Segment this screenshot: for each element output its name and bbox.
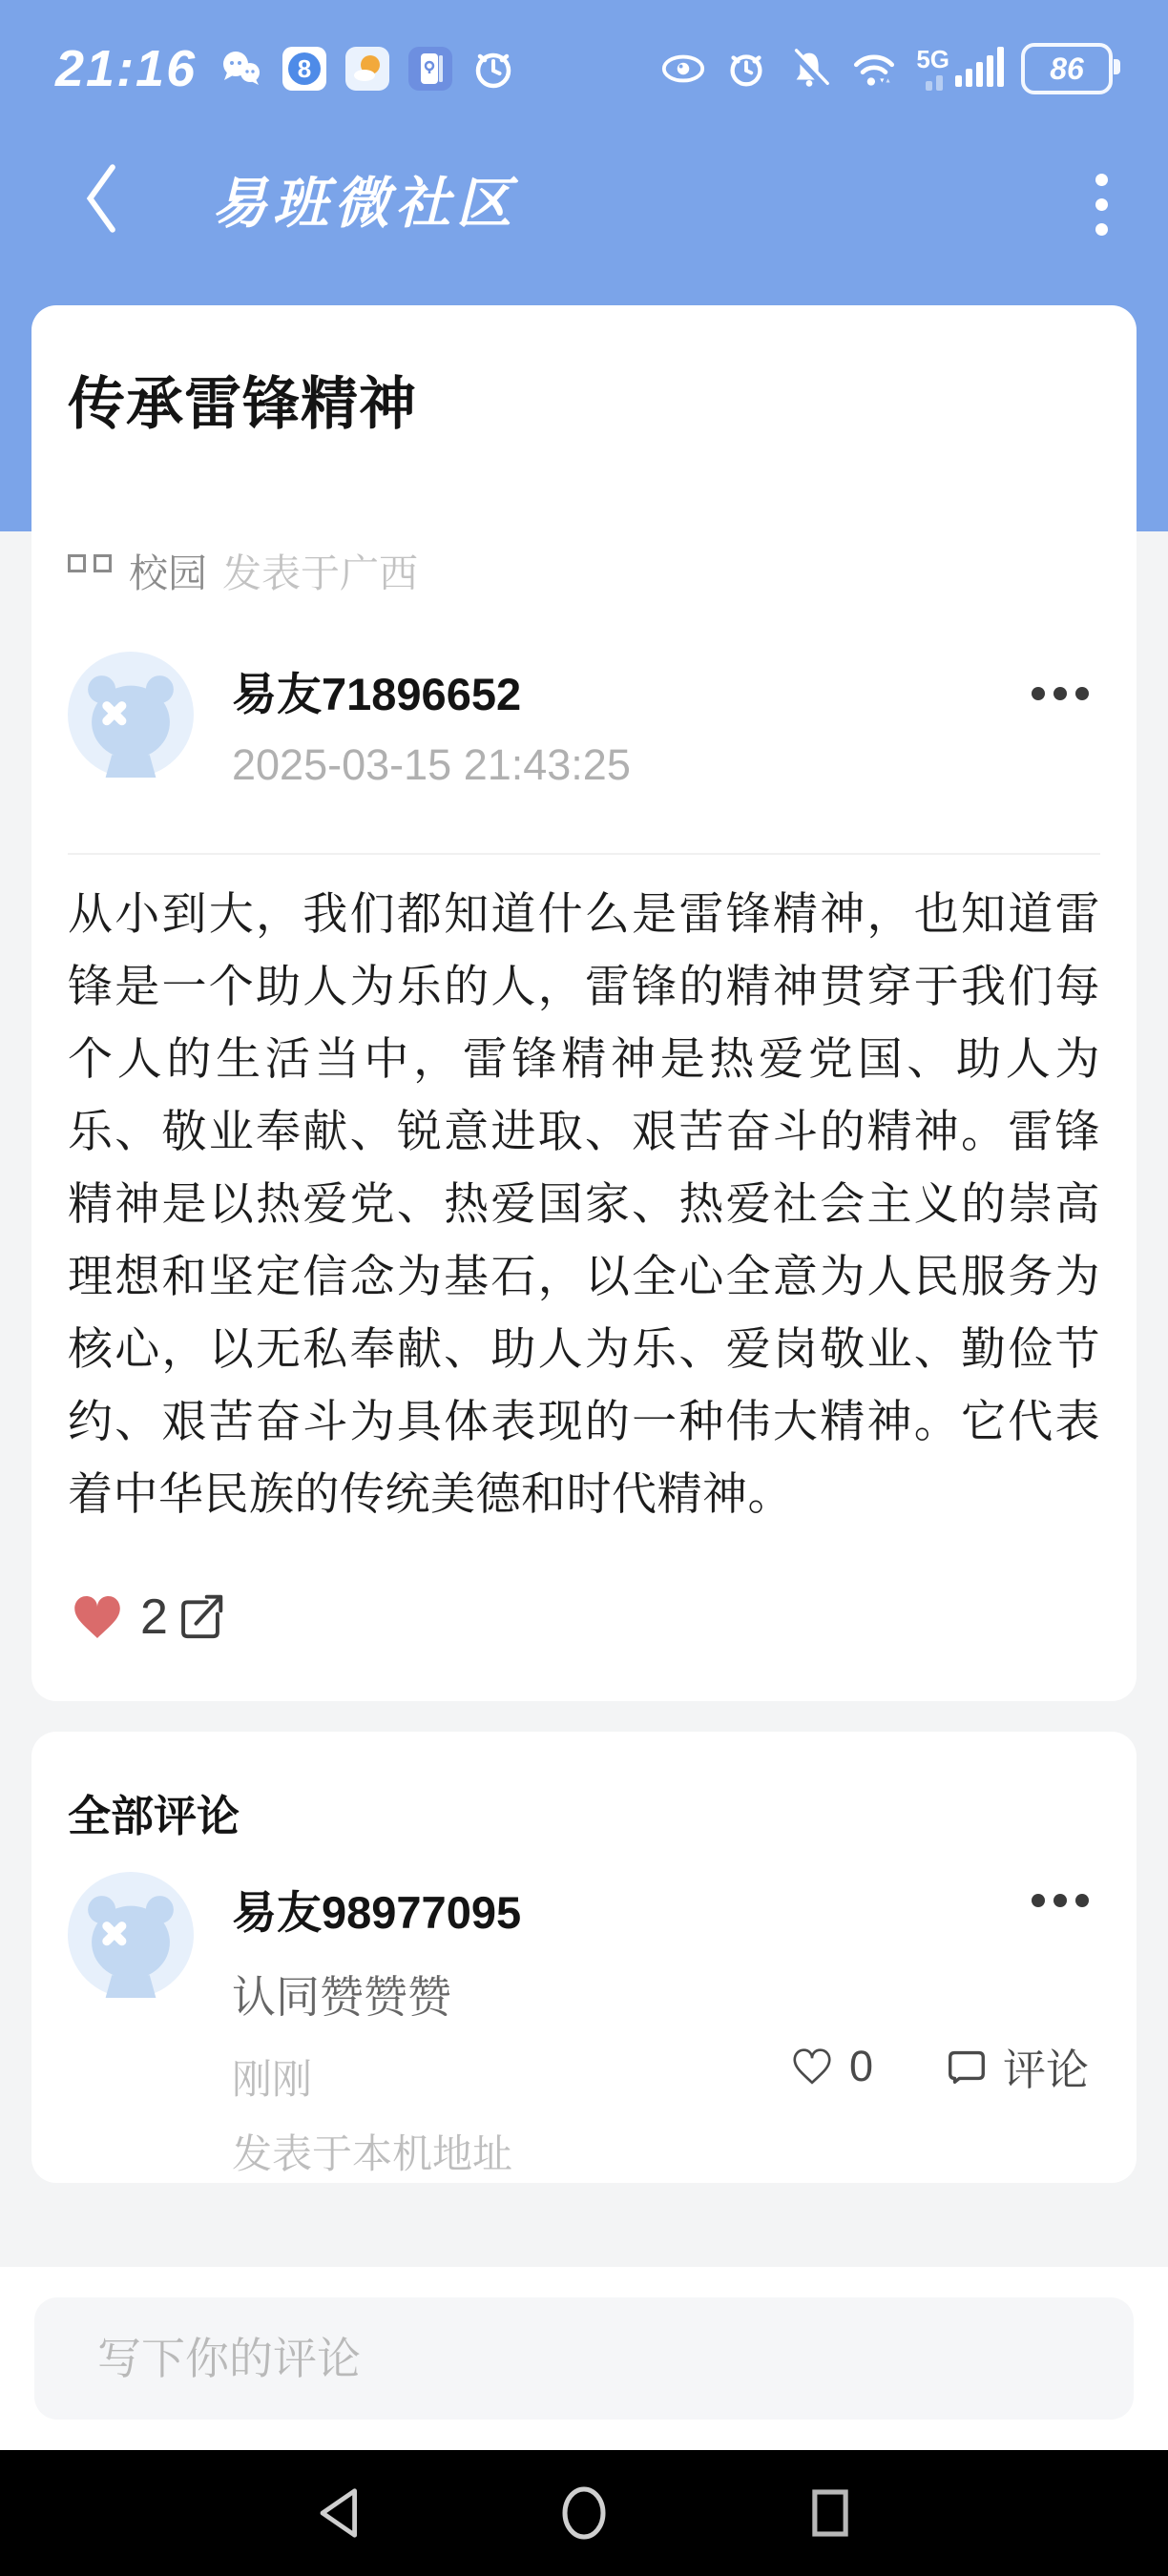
- wechat-icon: [218, 45, 265, 93]
- android-nav-bar: [0, 2450, 1168, 2576]
- comment-composer-bar: [0, 2267, 1168, 2450]
- comment-actions: [788, 2035, 1089, 2097]
- comment-content: [232, 1872, 521, 2180]
- comment-time: 刚刚: [232, 2057, 313, 2102]
- post-category[interactable]: 校园: [129, 551, 207, 595]
- weather-icon: [344, 45, 391, 93]
- share-button[interactable]: [174, 1590, 227, 1644]
- page-title: 易班微社区: [212, 173, 518, 235]
- speech-bubble-icon: [944, 2044, 990, 2089]
- status-system-icons: [660, 43, 1113, 94]
- status-bar: [0, 23, 1168, 114]
- ellipsis-icon: [1032, 687, 1045, 700]
- wifi-icon: [849, 44, 899, 93]
- nav-back-button[interactable]: [313, 2483, 363, 2544]
- post-title: 传承雷锋精神: [68, 372, 417, 436]
- post-card: [31, 305, 1137, 1701]
- category-icon: [68, 554, 112, 572]
- comment-menu-button[interactable]: [1022, 1884, 1098, 1917]
- comment-input[interactable]: [34, 2297, 1134, 2420]
- app-8-icon: [281, 45, 328, 93]
- home-circle-icon: [560, 2484, 608, 2542]
- recents-square-icon: [809, 2485, 851, 2541]
- commenter-avatar[interactable]: [68, 1872, 194, 1998]
- post-timestamp: 2025-03-15 21:43:25: [232, 740, 631, 789]
- author-name: 易友71896652: [232, 669, 522, 719]
- status-time: 21:16: [55, 40, 198, 97]
- back-triangle-icon: [315, 2485, 361, 2541]
- commenter-name: 易友98977095: [232, 1887, 522, 1938]
- battery-icon: [1021, 43, 1113, 94]
- comment-location: 发表于本机地址: [232, 2131, 513, 2176]
- alarm-icon: [723, 46, 769, 92]
- svg-text:8: 8: [297, 54, 312, 83]
- divider: [68, 853, 1100, 855]
- ellipsis-icon: [1032, 1894, 1045, 1907]
- author-avatar[interactable]: [68, 652, 194, 778]
- author-info: [232, 652, 631, 790]
- post-like-row: [68, 1589, 227, 1646]
- comment-item: [68, 1872, 1100, 2180]
- post-like-count: 2: [140, 1589, 168, 1645]
- network-label: 5G: [916, 45, 949, 73]
- nav-recents-button[interactable]: [805, 2483, 855, 2544]
- battery-level: 86: [1050, 51, 1084, 86]
- post-location: 发表于广西: [222, 551, 418, 595]
- status-notification-icons: [218, 45, 517, 93]
- comment-reply-label: 评论: [1002, 2046, 1089, 2094]
- heart-outline-icon[interactable]: [788, 2044, 836, 2089]
- signal-bars-icon: [916, 47, 1004, 91]
- heart-filled-icon[interactable]: [68, 1589, 127, 1645]
- comments-card: [31, 1732, 1137, 2183]
- nav-home-button[interactable]: [559, 2483, 609, 2544]
- post-menu-button[interactable]: [1022, 677, 1098, 710]
- header-menu-button[interactable]: [1082, 166, 1120, 242]
- back-button[interactable]: [82, 151, 139, 246]
- bell-muted-icon: [786, 46, 832, 92]
- app-bar: [0, 151, 1168, 258]
- comment-text: 认同赞赞赞: [232, 1972, 451, 2022]
- alarm-clock-icon: [469, 45, 517, 93]
- share-external-icon: [174, 1590, 227, 1644]
- eye-icon: [660, 46, 706, 92]
- chevron-left-icon: [82, 162, 122, 235]
- comment-like-count: 0: [848, 2041, 873, 2090]
- post-body: 从小到大，我们都知道什么是雷锋精神，也知道雷锋是一个助人为乐的人，雷锋的精神贯穿于我们每个人的生活当中，雷锋精神是热爱党国、助人为乐、敬业奉献、锐意进取、艰苦奋斗的精神。雷锋精神是以热爱党、热爱国家、热爱社会主义的崇高理想和坚定信念为基石，以全心全意为人民服务为核心，以无私奉献、助人为乐、爱岗敬业、勤俭节约、艰苦奋斗为具体表现的一种伟大精神。它代表着中华民族的传统美德和时代精神。: [68, 888, 1100, 1519]
- kebab-menu-icon: [1095, 174, 1108, 186]
- post-author-row: [68, 652, 1100, 790]
- comment-reply-button[interactable]: [944, 2044, 990, 2089]
- comments-section-title: 全部评论: [68, 1792, 240, 1840]
- post-meta-row: [68, 542, 1100, 598]
- notes-icon: [407, 45, 454, 93]
